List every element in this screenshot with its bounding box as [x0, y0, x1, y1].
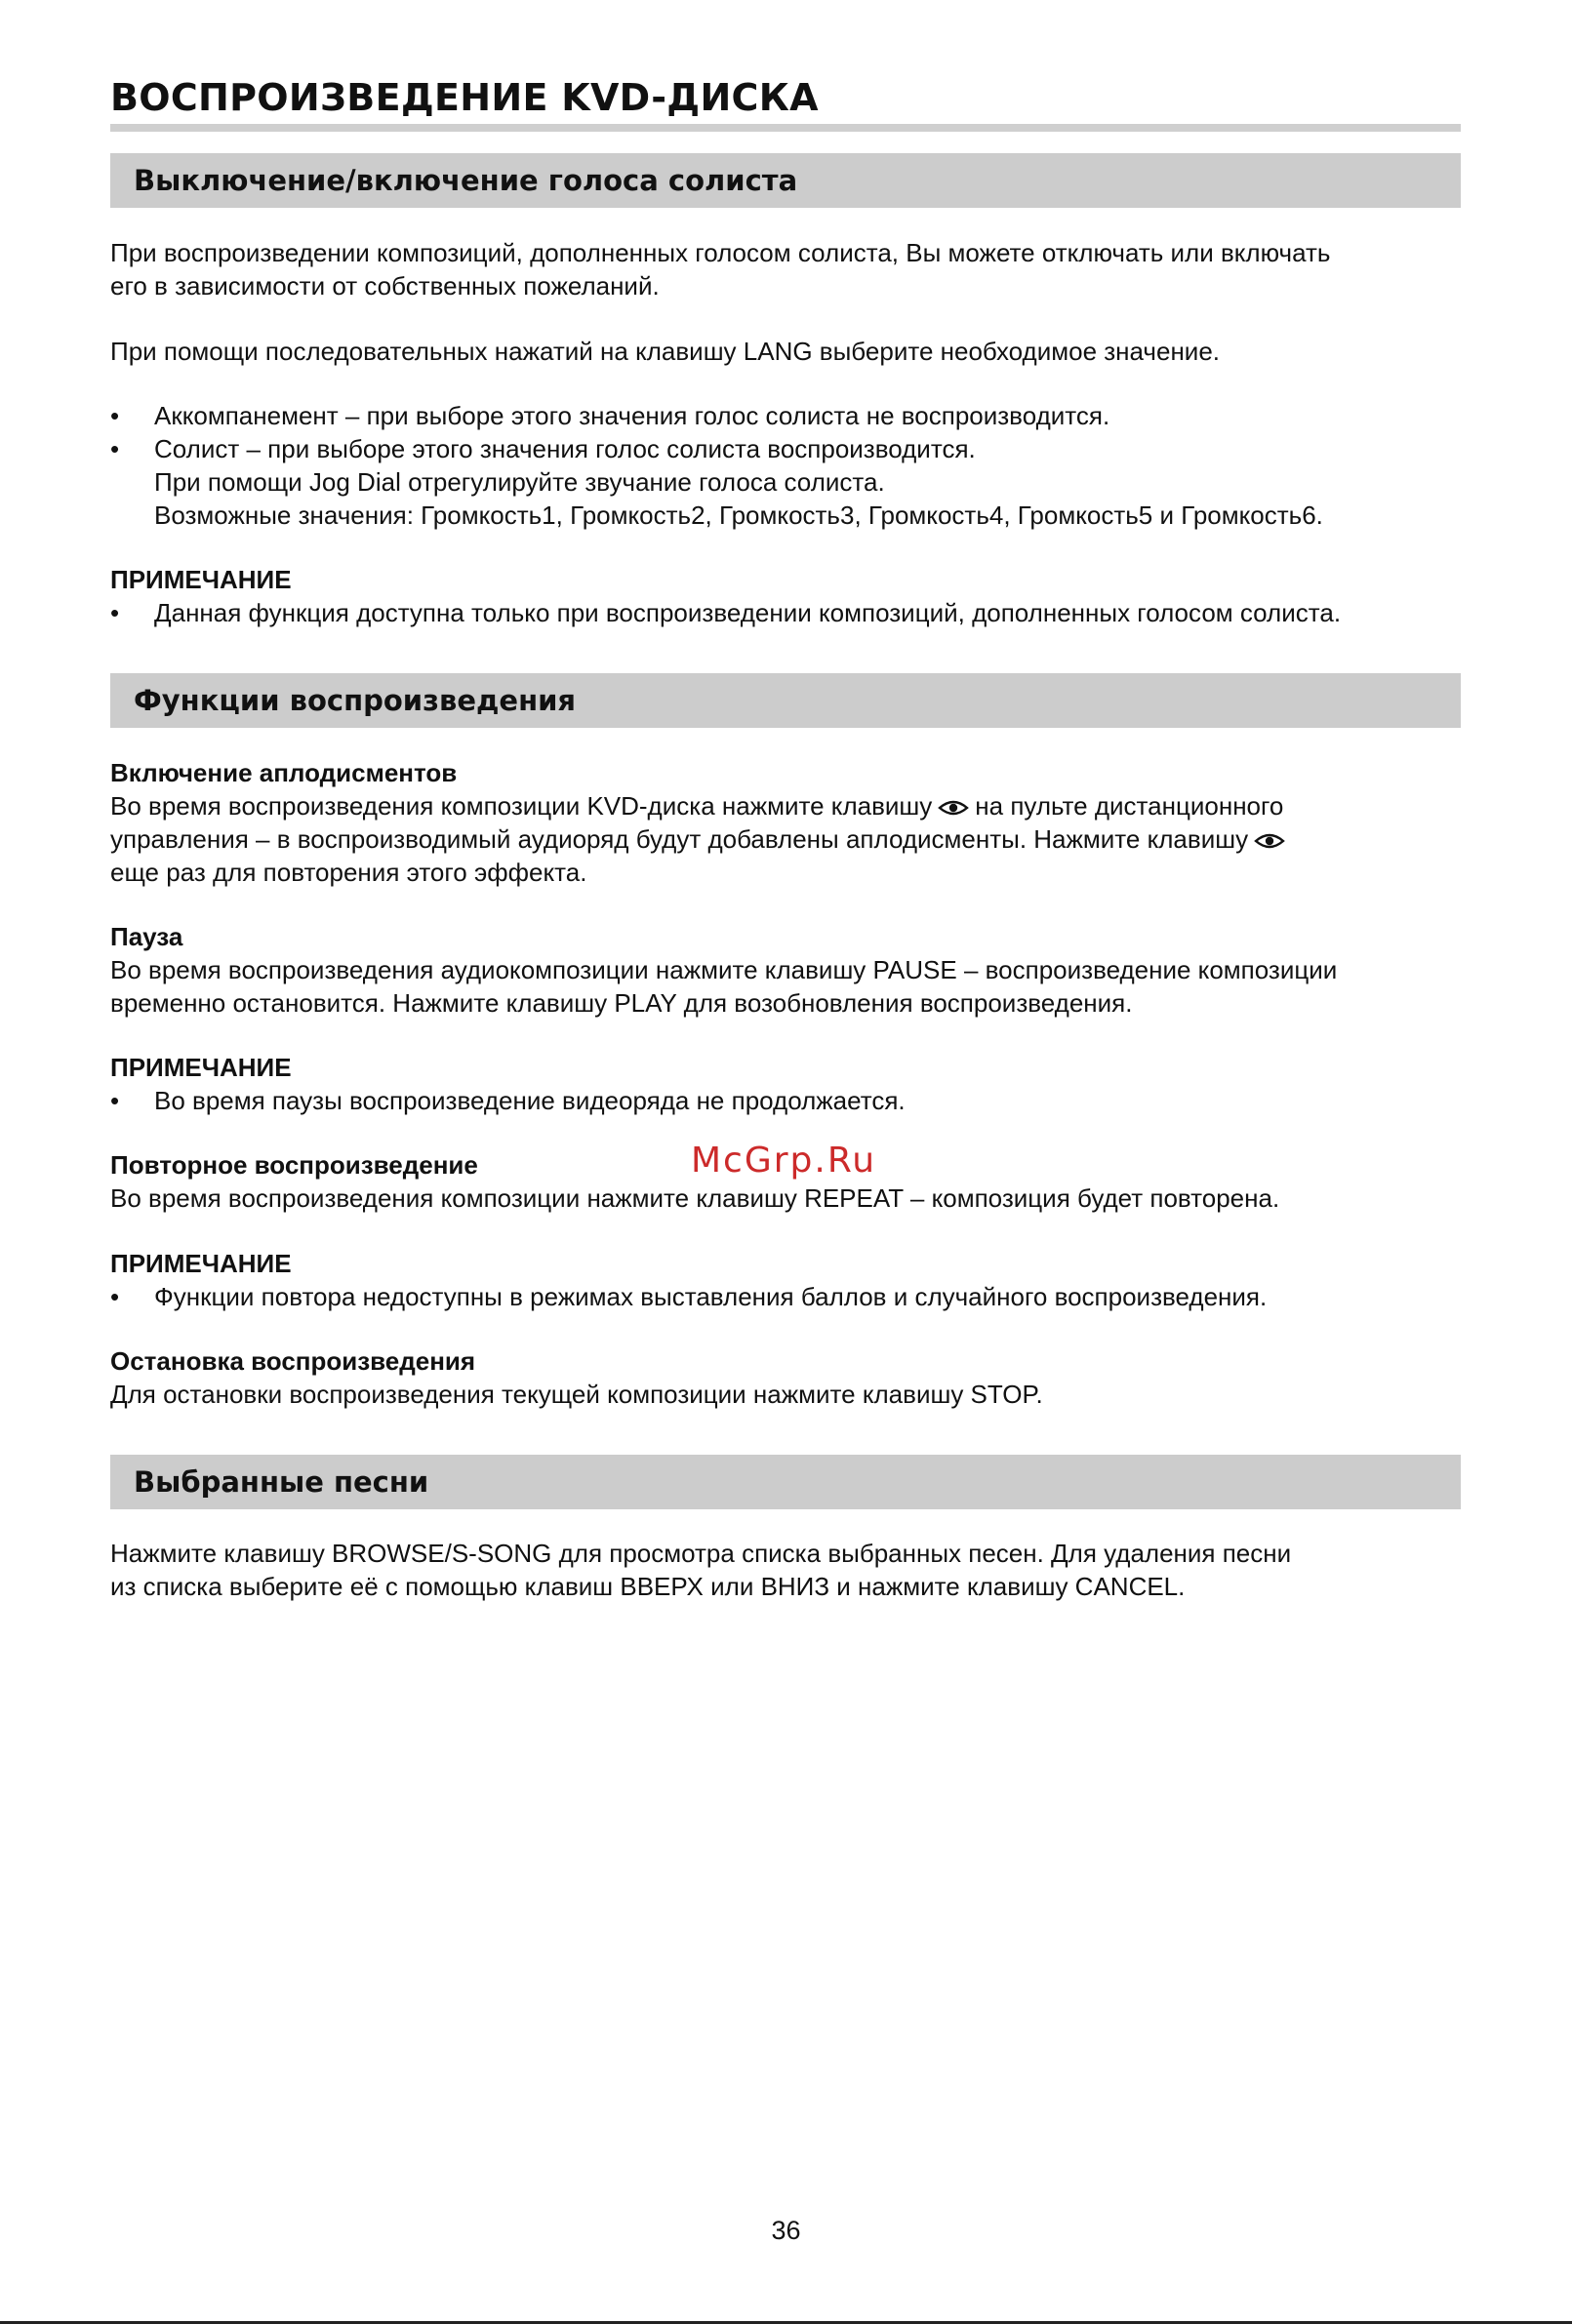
page-number: 36 [771, 2216, 801, 2245]
vocals-bullet-soloist-jogdial: При помощи Jog Dial отрегулируйте звучание голоса солиста. [154, 467, 885, 497]
repeat-label: Повторное воспроизведение [110, 1150, 478, 1180]
applause-eye-icon [1254, 831, 1285, 851]
section-vocals-heading: Выключение/включение голоса солиста [134, 164, 798, 197]
applause-line-1a: Во время воспроизведения композиции KVD-диска нажмите клавишу [110, 791, 933, 821]
section-favorites-header [110, 1455, 1461, 1509]
section-favorites-heading: Выбранные песни [134, 1465, 429, 1499]
section-functions-heading: Функции воспроизведения [134, 684, 577, 717]
applause-line-2 [110, 822, 1461, 856]
repeat-note-text: Функции повтора недоступны в режимах выставления баллов и случайного воспроизведения. [154, 1282, 1268, 1311]
pause-label: Пауза [110, 922, 183, 951]
vocals-intro-line-2: его в зависимости от собственных пожеланий. [110, 271, 660, 301]
repeat-line-1: Во время воспроизведения композиции нажмите клавишу REPEAT – композиция будет повторена. [110, 1183, 1280, 1213]
pause-note-text: Во время паузы воспроизведение видеоряда не продолжается. [154, 1086, 906, 1115]
page-title: ВОСПРОИЗВЕДЕНИЕ KVD-ДИСКА [110, 76, 819, 119]
stop-label: Остановка воспроизведения [110, 1346, 476, 1376]
vocals-bullet-soloist-values: Возможные значения: Громкость1, Громкость2, Громкость3, Громкость4, Громкость5 и Громкость6. [154, 501, 1323, 530]
vocals-note-text: Данная функция доступна только при воспроизведении композиций, дополненных голосом солиста. [154, 598, 1342, 627]
bullet-marker: • [110, 434, 120, 463]
pause-line-2: временно остановится. Нажмите клавишу PLAY для возобновления воспроизведения. [110, 988, 1133, 1018]
pause-note-label: ПРИМЕЧАНИЕ [110, 1053, 292, 1082]
applause-line-1 [110, 789, 1461, 822]
applause-label: Включение аплодисментов [110, 758, 458, 787]
vocals-bullet-soloist: Солист – при выборе этого значения голос солиста воспроизводится. [154, 434, 976, 463]
favorites-line-2: из списка выберите её с помощью клавиш ВВЕРХ или ВНИЗ и нажмите клавишу CANCEL. [110, 1572, 1186, 1601]
title-divider [110, 124, 1461, 132]
repeat-note-label: ПРИМЕЧАНИЕ [110, 1249, 292, 1278]
vocals-note-label: ПРИМЕЧАНИЕ [110, 565, 292, 594]
bullet-marker: • [110, 1282, 120, 1311]
applause-line-2a: управления – в воспроизводимый аудиоряд будут добавлены аплодисменты. Нажмите клавишу [110, 824, 1249, 854]
vocals-lang-instruction: При помощи последовательных нажатий на клавишу LANG выберите необходимое значение. [110, 337, 1221, 366]
vocals-intro-line-1: При воспроизведении композиций, дополненных голосом солиста, Вы можете отключать или включать [110, 238, 1331, 267]
applause-line-1b: на пульте дистанционного [975, 791, 1284, 821]
section-functions-header [110, 673, 1461, 728]
favorites-line-1: Нажмите клавишу BROWSE/S-SONG для просмотра списка выбранных песен. Для удаления песни [110, 1539, 1292, 1568]
applause-line-3: еще раз для повторения этого эффекта. [110, 858, 587, 887]
pause-line-1: Во время воспроизведения аудиокомпозиции нажмите клавишу PAUSE – воспроизведение композиции [110, 955, 1338, 984]
bullet-marker: • [110, 598, 120, 627]
applause-eye-icon [938, 798, 969, 818]
bullet-marker: • [110, 1086, 120, 1115]
watermark: McGrp.Ru [691, 1141, 877, 1181]
section-vocals-header [110, 153, 1461, 208]
stop-line-1: Для остановки воспроизведения текущей композиции нажмите клавишу STOP. [110, 1380, 1043, 1409]
bullet-marker: • [110, 401, 120, 430]
vocals-bullet-accompaniment: Аккомпанемент – при выборе этого значения голос солиста не воспроизводится. [154, 401, 1110, 430]
